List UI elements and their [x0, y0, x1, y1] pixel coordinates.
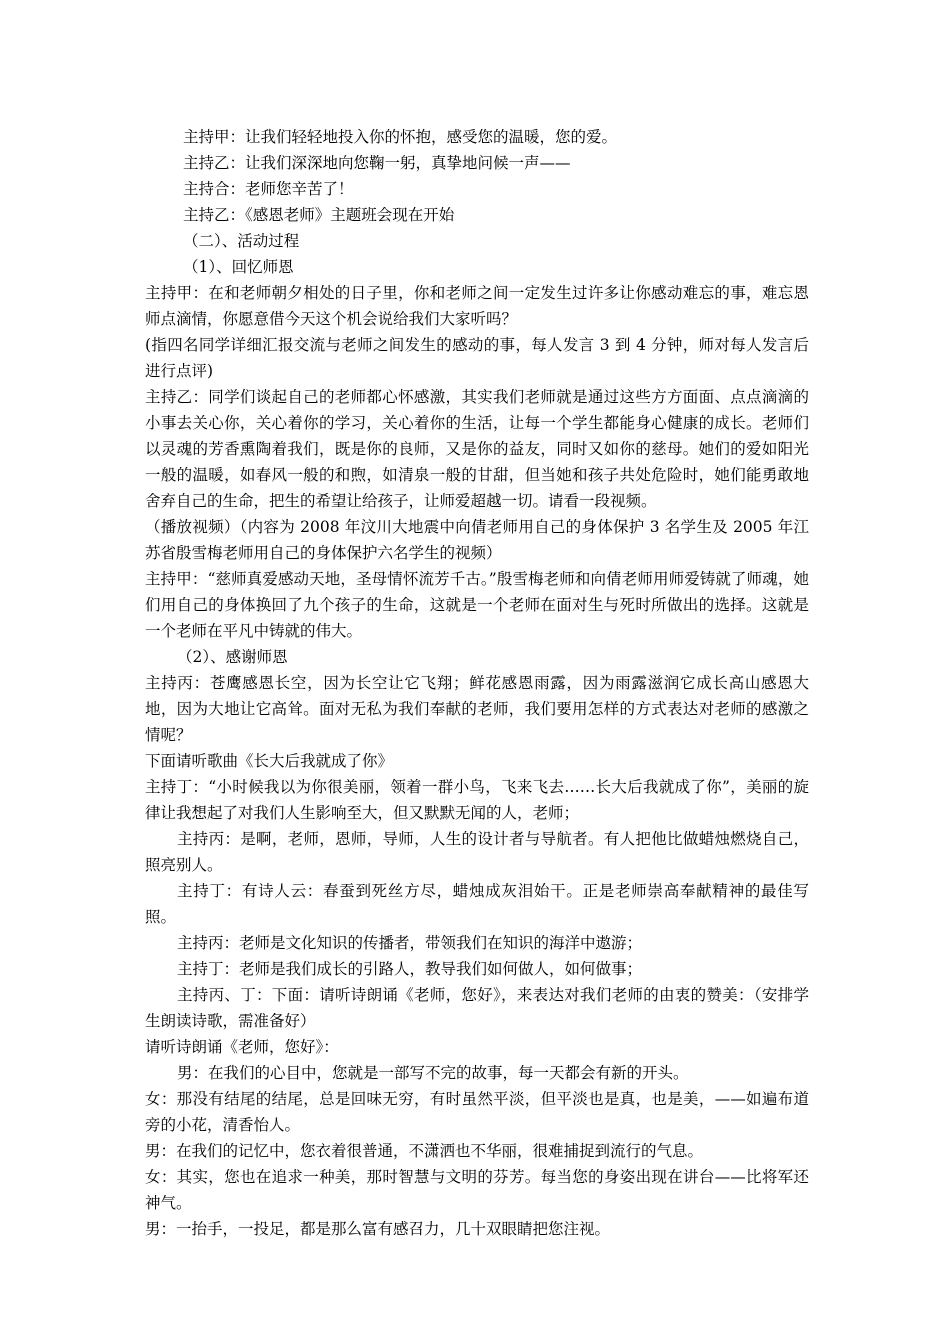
- subsection-heading: （2）、感谢师恩: [177, 648, 288, 666]
- paragraph: （播放视频）（内容为 2008 年汶川大地震中向倩老师用自己的身体保护 3 名学生及 2005 年江苏省殷雪梅老师用自己的身体保护六名学生的视频）: [145, 518, 809, 562]
- paragraph: 女：其实，您也在追求一种美，那时智慧与文明的芬芳。每当您的身姿出现在讲台——比将军还神气。: [145, 1168, 809, 1212]
- paragraph: 主持甲：让我们轻轻地投入你的怀抱，感受您的温暖，您的爱。: [183, 128, 618, 146]
- paragraph: 主持乙：同学们谈起自己的老师都心怀感激，其实我们老师就是通过这些方方面面、点点滴滴的小事去关心你，关心着你的学习，关心着你的生活，让每一个学生都能身心健康的成长。老师们以灵魂的芳香熏陶着我们，既是你的良师，又是你的益友，同时又如你的慈母。她们的爱如阳光一般的温暖，如春风一般的和煦，如清泉一般的甘甜，但当她和孩子共处危险时，她们能勇敢地舍弃自己的生命，把生的希望让给孩子，让师爱超越一切。请看一段视频。: [145, 388, 809, 510]
- paragraph: 主持乙：《感恩老师》主题班会现在开始: [183, 206, 455, 224]
- subsection-heading: （1）、回忆师恩: [183, 258, 294, 276]
- paragraph: 主持丙：是啊，老师，恩师，导师，人生的设计者与导航者。有人把他比做蜡烛燃烧自己，照亮别人。: [145, 830, 809, 874]
- paragraph: 主持丙、丁：下面：请听诗朗诵《老师，您好》，来表达对我们老师的由衷的赞美：（安排学生朗读诗歌，需准备好）: [145, 986, 809, 1030]
- paragraph: 女：那没有结尾的结尾，总是回味无穷，有时虽然平淡，但平淡也是真，也是美，——如遍布道旁的小花，清香怡人。: [145, 1090, 809, 1134]
- paragraph: 主持甲：“慈师真爱感动天地，圣母情怀流芳千古。”殷雪梅老师和向倩老师用师爱铸就了师魂，她们用自己的身体换回了九个孩子的生命，这就是一个老师在面对生与死时所做出的选择。这就是一个老师在平凡中铸就的伟大。: [145, 570, 809, 640]
- paragraph: 主持甲：在和老师朝夕相处的日子里，你和老师之间一定发生过许多让你感动难忘的事，难忘恩师点滴情，你愿意借今天这个机会说给我们大家听吗？: [145, 284, 809, 328]
- paragraph: 主持合：老师您辛苦了！: [183, 180, 354, 198]
- paragraph: 下面请听歌曲《长大后我就成了你》: [145, 752, 394, 770]
- paragraph: 主持丁：“小时候我以为你很美丽，领着一群小鸟，飞来飞去……长大后我就成了你”，美丽的旋律让我想起了对我们人生影响至大，但又默默无闻的人，老师；: [145, 778, 809, 822]
- paragraph: 主持丁：有诗人云：春蚕到死丝方尽，蜡烛成灰泪始干。正是老师崇高奉献精神的最佳写照。: [145, 882, 809, 926]
- section-heading: （二）、活动过程: [183, 232, 300, 250]
- paragraph: 男：在我们的记忆中，您衣着很普通，不潇洒也不华丽，很难捕捉到流行的气息。: [145, 1142, 704, 1160]
- paragraph: 男：在我们的心目中，您就是一部写不完的故事，每一天都会有新的开头。: [177, 1064, 689, 1082]
- paragraph: (指四名同学详细汇报交流与老师之间发生的感动的事，每人发言 3 到 4 分钟，师对每人发言后进行点评): [145, 336, 809, 380]
- paragraph: 主持丙：苍鹰感恩长空，因为长空让它飞翔；鲜花感恩雨露，因为雨露滋润它成长高山感恩大地，因为大地让它高耸。面对无私为我们奉献的老师，我们要用怎样的方式表达对老师的感激之情呢？: [145, 674, 809, 744]
- document-body: [145, 124, 809, 1242]
- paragraph: 主持乙：让我们深深地向您鞠一躬，真挚地问候一声——: [183, 154, 571, 172]
- paragraph: 主持丙：老师是文化知识的传播者，带领我们在知识的海洋中遨游；: [177, 934, 643, 952]
- paragraph: 主持丁：老师是我们成长的引路人，教导我们如何做人，如何做事；: [177, 960, 643, 978]
- paragraph: 男：一抬手，一投足，都是那么富有感召力，几十双眼睛把您注视。: [145, 1220, 611, 1238]
- paragraph: 请听诗朗诵《老师，您好》：: [145, 1038, 339, 1056]
